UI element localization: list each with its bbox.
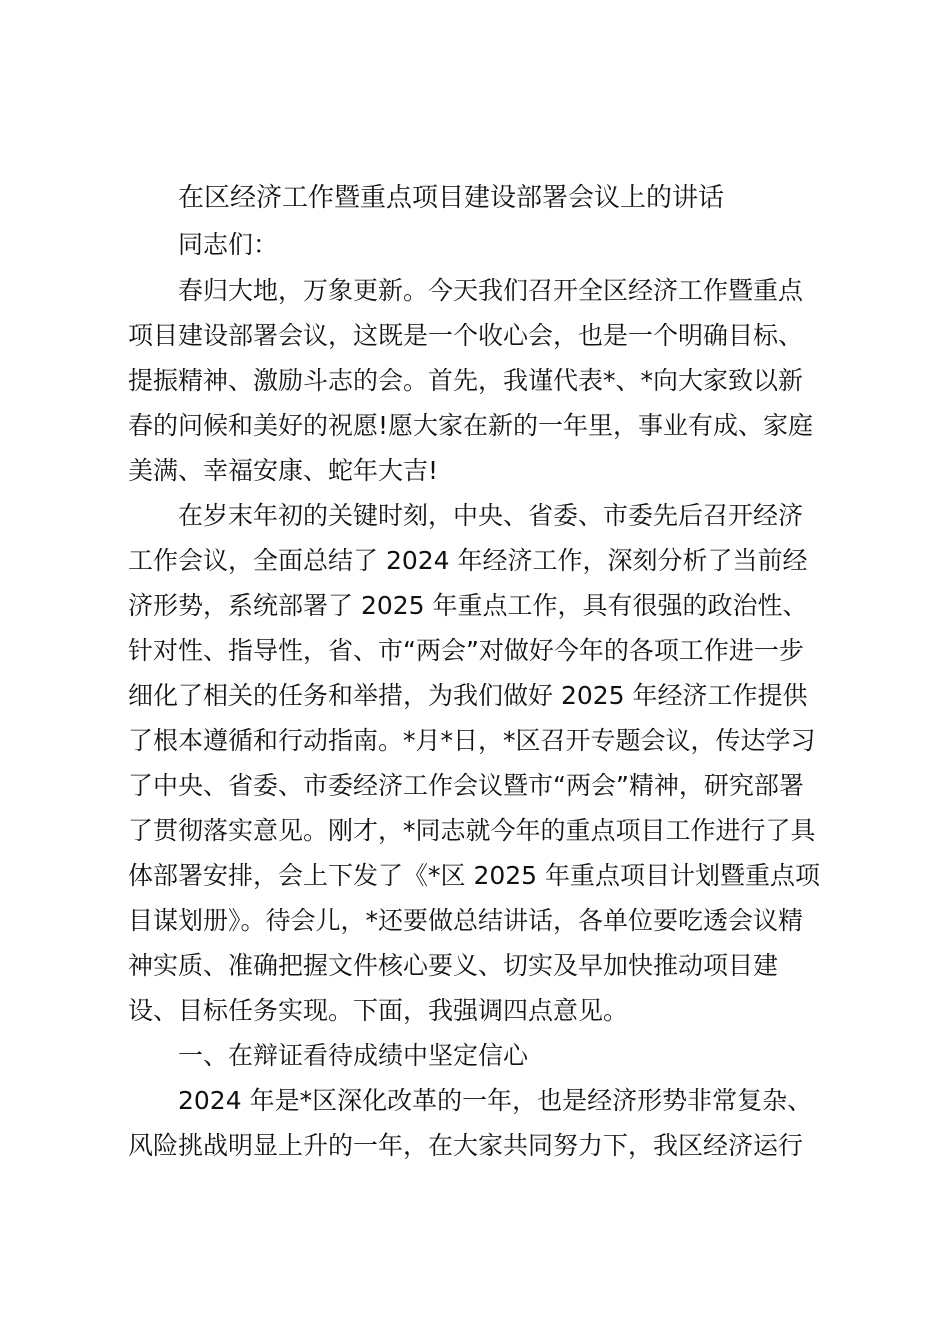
paragraph-line: 春归大地，万象更新。今天我们召开全区经济工作暨重点	[178, 276, 804, 305]
paragraph-line: 针对性、指导性，省、市“两会”对做好今年的各项工作进一步	[128, 636, 804, 665]
paragraph-line: 了根本遵循和行动指南。*月*日，*区召开专题会议，传达学习	[128, 726, 816, 755]
paragraph-line: 在岁末年初的关键时刻，中央、省委、市委先后召开经济	[178, 501, 804, 530]
paragraph-line: 风险挑战明显上升的一年，在大家共同努力下，我区经济运行	[128, 1131, 804, 1160]
paragraph-line: 体部署安排，会上下发了《*区 2025 年重点项目计划暨重点项	[128, 861, 821, 890]
paragraph-line: 神实质、准确把握文件核心要义、切实及早加快推动项目建	[128, 951, 779, 980]
paragraph-line: 工作会议，全面总结了 2024 年经济工作，深刻分析了当前经	[128, 546, 808, 575]
paragraph-line: 济形势，系统部署了 2025 年重点工作，具有很强的政治性、	[128, 591, 808, 620]
section-heading: 一、在辩证看待成绩中坚定信心	[178, 1041, 529, 1070]
paragraph-line: 提振精神、激励斗志的会。首先，我谨代表*、*向大家致以新	[128, 366, 804, 395]
paragraph-line: 美满、幸福安康、蛇年大吉!	[128, 456, 439, 485]
paragraph-line: 细化了相关的任务和举措，为我们做好 2025 年经济工作提供	[128, 681, 808, 710]
paragraph-line: 春的问候和美好的祝愿!愿大家在新的一年里，事业有成、家庭	[128, 411, 814, 440]
paragraph-line: 目谋划册》。待会儿，*还要做总结讲话，各单位要吃透会议精	[128, 906, 804, 935]
paragraph-line: 项目建设部署会议，这既是一个收心会，也是一个明确目标、	[128, 321, 804, 350]
paragraph-line: 设、目标任务实现。下面，我强调四点意见。	[128, 996, 629, 1025]
document-title: 在区经济工作暨重点项目建设部署会议上的讲话	[178, 183, 725, 213]
paragraph-line: 了中央、省委、市委经济工作会议暨市“两会”精神，研究部署	[128, 771, 804, 800]
paragraph-line: 2024 年是*区深化改革的一年，也是经济形势非常复杂、	[178, 1086, 813, 1115]
paragraph-line: 了贯彻落实意见。刚才，*同志就今年的重点项目工作进行了具	[128, 816, 816, 845]
salutation: 同志们：	[178, 230, 279, 259]
